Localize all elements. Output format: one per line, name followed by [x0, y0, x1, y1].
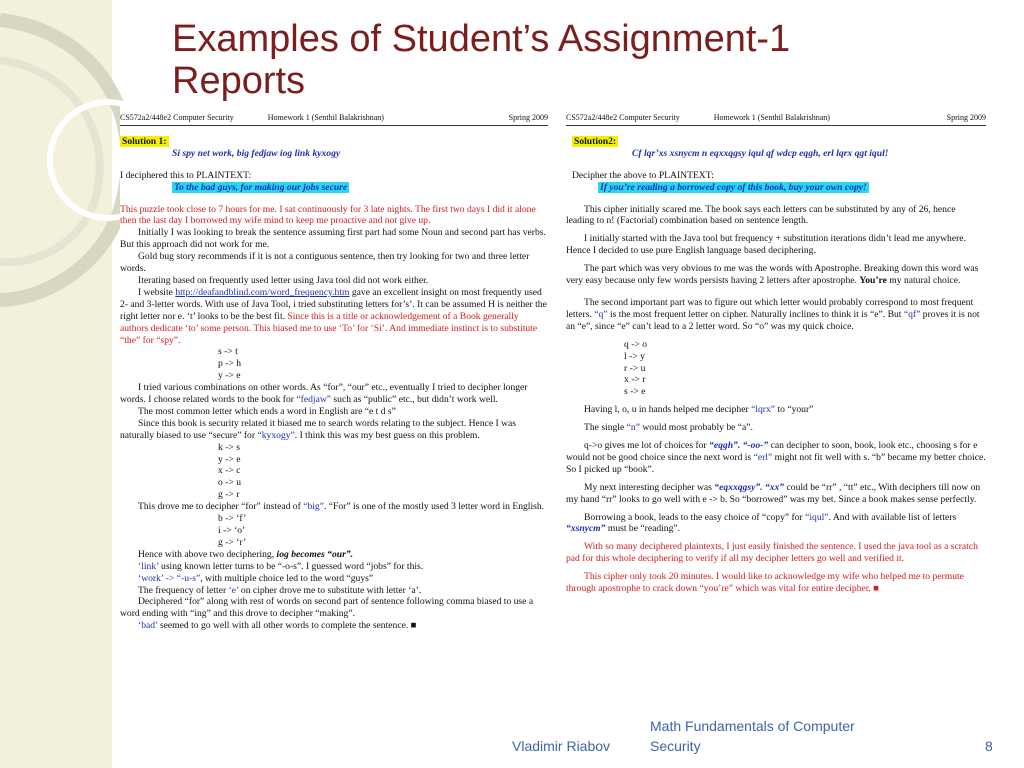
text-span: “q” — [594, 308, 608, 320]
paragraph: Gold bug story recommends if it is not a contiguous sentence, then try looking for two and three letter words. — [120, 251, 530, 275]
text-span: The second important part was to figure out which letter would probably correspond to most frequent letters. — [566, 296, 974, 320]
text-span: must be “reading”. — [607, 523, 681, 535]
paragraph — [566, 422, 986, 434]
text-span: . I think this was my best guess on this problem. — [294, 429, 480, 441]
footer-course — [650, 716, 950, 756]
paragraph: This puzzle took close to 7 hours for me. I sat continuously for 3 late nights. The first two days I did it alone then the last day I borrowed my wife mind to keep me proactive and not give up. — [120, 203, 536, 227]
decipher-intro: I deciphered this to PLAINTEXT: — [120, 169, 252, 181]
text-span: can decipher to soon, book, look etc., choosing s for e would not be good choice since the next word is — [566, 440, 978, 463]
text-span: “iqul” — [805, 511, 829, 523]
mapping-line: k -> s — [218, 441, 240, 453]
mapping-line: l -> y — [624, 350, 645, 362]
text-span: . And with available list of letters — [828, 511, 957, 523]
header-course: CS572a2/448e2 Computer Security — [120, 113, 234, 122]
mapping-line: r -> u — [624, 362, 646, 374]
header-homework: Homework 1 (Senthil Balakrishnan) — [267, 113, 384, 122]
text-span: The part which was very obvious to me was the words with Apostrophe. Breaking down this word was very easy because only few words persists having 2 letters after apostrophe. — [566, 263, 979, 287]
solution-label: Solution 1: — [122, 135, 167, 147]
text-span: , with multiple choice led to the word “guys” — [200, 572, 374, 584]
mapping-line: y -> e — [218, 370, 241, 382]
text-span: . “For” is one of the mostly used 3 letter word in English. — [323, 501, 545, 513]
text-span: to “your” — [777, 404, 814, 416]
paragraph — [566, 512, 986, 536]
paragraph — [566, 404, 986, 416]
text-span: Since this is a title or acknowledgement of a Book generally authors dedicate ‘to’ some person. This biased me to use ‘To’ for ‘Si’. And immediate instinct is to substitute “the” for “spy”. — [120, 310, 538, 346]
paragraph: This cipher only took 20 minutes. I would like to acknowledge my wife who helped me to permute through apostrophe to crack down “you’re” which was vital for entire decipher. ■ — [566, 571, 964, 595]
mapping-line: x -> r — [624, 374, 646, 386]
text-span: “xsnycm” — [566, 523, 606, 535]
text-span: ‘work’ -> “-u-s” — [138, 572, 201, 584]
paragraph — [120, 287, 548, 347]
list-item — [120, 585, 548, 597]
text-span: such as “public” etc., but didn’t work well. — [333, 394, 498, 406]
footer-author: Vladimir Riabov — [512, 738, 611, 754]
text-span: could be “rr” , “tt” etc., With deciphers till now on my hand “rr” looks to go well with e -> b. So “borrowed” was my bet. Since a book makes sense perfectly. — [566, 481, 981, 505]
text-span: My next interesting decipher was — [584, 481, 712, 493]
list-item — [120, 561, 548, 573]
paragraph — [566, 440, 986, 476]
website-link[interactable]: http://deafandblind.com/word_frequency.htm — [175, 286, 350, 298]
text-span: ‘link’ — [138, 560, 159, 572]
mapping-line: y -> e — [218, 453, 241, 465]
report-header — [120, 112, 548, 126]
mapping-line: b -> ‘f’ — [218, 513, 247, 525]
paragraph: Iterating based on frequently used letter using Java tool did not work either. — [138, 274, 429, 286]
text-span: The single — [584, 422, 625, 434]
text-span: Having l, o, u in hands helped me decipher — [584, 404, 749, 416]
paragraph — [566, 297, 986, 333]
footer-course-line-1: Math Fundamentals of Computer — [650, 718, 855, 734]
text-span: “qf” — [903, 308, 921, 320]
mapping-line: g -> ‘r’ — [218, 536, 247, 548]
paragraph — [120, 549, 548, 561]
paragraph: I initially started with the Java tool but frequency + substitution iterations didn’t lead me anywhere. Hence I decided to use pure English language based deciphering. — [566, 233, 966, 257]
text-span: Since this book is security related it biased me to search words relating to the subject. Hence I was naturally biased to use “secure” for — [120, 417, 517, 441]
text-span: my natural choice. — [889, 275, 961, 287]
text-span: proves it is not an “e”, since “e” can’t lead to a 2 letter word. So “o” was my quick choice. — [566, 308, 980, 332]
mapping-line: x -> c — [218, 465, 241, 477]
paragraph: This cipher initially scared me. The book says each letters can be substituted by any of 26, hence leading to n! (Factorial) combination based on sentence length. — [566, 203, 956, 227]
footer-page-number: 8 — [985, 738, 993, 754]
cipher-text: Si spy net work, big fedjaw iog link kyxogy — [172, 147, 341, 159]
text-span: “big” — [303, 501, 324, 513]
mapping-line: g -> r — [218, 489, 240, 501]
mapping-line: o -> u — [218, 477, 241, 489]
text-span: ‘bad’ — [138, 620, 158, 632]
cipher-text: Cf lqr’xs xsnycm n eqxxqgsy iqul qf wdcp eqgh, erl lqrx qgt iqul! — [632, 147, 889, 159]
header-term: Spring 2009 — [946, 113, 986, 122]
plaintext-answer: If you’re reading a borrowed copy of this book, buy your own copy! — [600, 181, 867, 193]
text-span: gave an excellent insight on most frequently used 2- and 3-letter words. With use of Java Tool, i tried substituting letters for’s’. It can be assumed H is neither the right letter nor e. ‘t’ looks to be the best fit. — [120, 286, 547, 322]
paragraph — [566, 263, 986, 287]
header-term: Spring 2009 — [508, 113, 548, 122]
list-item: Deciphered “for” along with rest of words on second part of sentence following comma biased to use a word ending with “ing” and this drove to decipher “making”. — [120, 596, 534, 620]
text-span: seemed to go well with all other words to complete the sentence. ■ — [159, 620, 417, 632]
mapping-line: p -> h — [218, 358, 241, 370]
text-span: You’re — [859, 275, 887, 287]
text-span: “eqgh”. “-oo-” — [709, 440, 769, 452]
decipher-intro: Decipher the above to PLAINTEXT: — [572, 169, 714, 181]
text-span: “lqrx” — [751, 404, 776, 416]
report-image-left — [120, 104, 548, 708]
text-span: Hence with above two deciphering, — [138, 548, 275, 560]
plaintext-answer: To the bad guys, for making our jobs secure — [174, 181, 348, 193]
mapping-line: s -> t — [218, 346, 238, 358]
header-course: CS572a2/448e2 Computer Security — [566, 113, 680, 122]
text-span: “n” — [626, 422, 640, 434]
text-span: “erl” — [753, 451, 773, 463]
slide-title-line-1: Examples of Student’s Assignment-1 — [172, 18, 791, 60]
paragraph: With so many deciphered plaintexts, I just easily finished the sentence. I used the java tool as a scratch pad for this whole deciphering to verify if all my decipher letters go well and verified it. — [566, 541, 978, 565]
text-span: This drove me to decipher “for” instead of — [138, 501, 301, 513]
text-span: ‘e’ — [228, 584, 239, 596]
footer-course-line-2: Security — [650, 738, 701, 754]
slide-title — [172, 18, 790, 102]
paragraph: The most common letter which ends a word in English are “e t d s” — [138, 405, 396, 417]
text-span: “eqxxqgsy”. “xx” — [714, 481, 785, 493]
text-span: The frequency of letter — [138, 584, 227, 596]
mapping-line: s -> e — [624, 386, 646, 398]
text-span: on cipher drove me to substitute with letter ‘a’. — [240, 584, 422, 596]
text-span: I tried various combinations on other words. As “for”, “our” etc., eventually I tried to decipher longer words. I choose related words to the book for — [120, 382, 528, 406]
text-span: “kyxogy” — [257, 429, 295, 441]
text-span: would most probably be “a”. — [642, 422, 753, 434]
paragraph — [120, 382, 548, 406]
text-span: q->o gives me lot of choices for — [584, 440, 707, 452]
report-image-right — [566, 104, 986, 708]
list-item — [120, 573, 548, 585]
report-header — [566, 112, 986, 126]
text-span: is the most frequent letter on cipher. Naturally inclines to think it is “e”. But — [609, 308, 902, 320]
text-span: I website — [138, 286, 173, 298]
text-span: using known letter turns to be “-o-s”. I guessed word “jobs” for this. — [161, 560, 424, 572]
paragraph: Initially I was looking to break the sentence assuming first part had some Noun and second part has verbs. But this approach did not work for me. — [120, 227, 546, 251]
solution-label: Solution2: — [574, 135, 617, 147]
text-span: Borrowing a book, leads to the easy choice of “copy” for — [584, 511, 803, 523]
text-span: might not fit well with s. “b” became my better choice. So I picked up “book”. — [566, 451, 986, 475]
text-span: iog becomes “our”. — [276, 548, 354, 560]
mapping-line: q -> o — [624, 338, 647, 350]
slide-title-line-2: Reports — [172, 60, 306, 102]
mapping-line: i -> ‘o’ — [218, 525, 246, 536]
paragraph — [120, 418, 548, 442]
header-homework: Homework 1 (Senthil Balakrishnan) — [713, 113, 830, 122]
text-span: “fedjaw” — [296, 394, 332, 406]
paragraph — [120, 501, 548, 513]
list-item — [120, 620, 548, 632]
paragraph — [566, 482, 986, 506]
